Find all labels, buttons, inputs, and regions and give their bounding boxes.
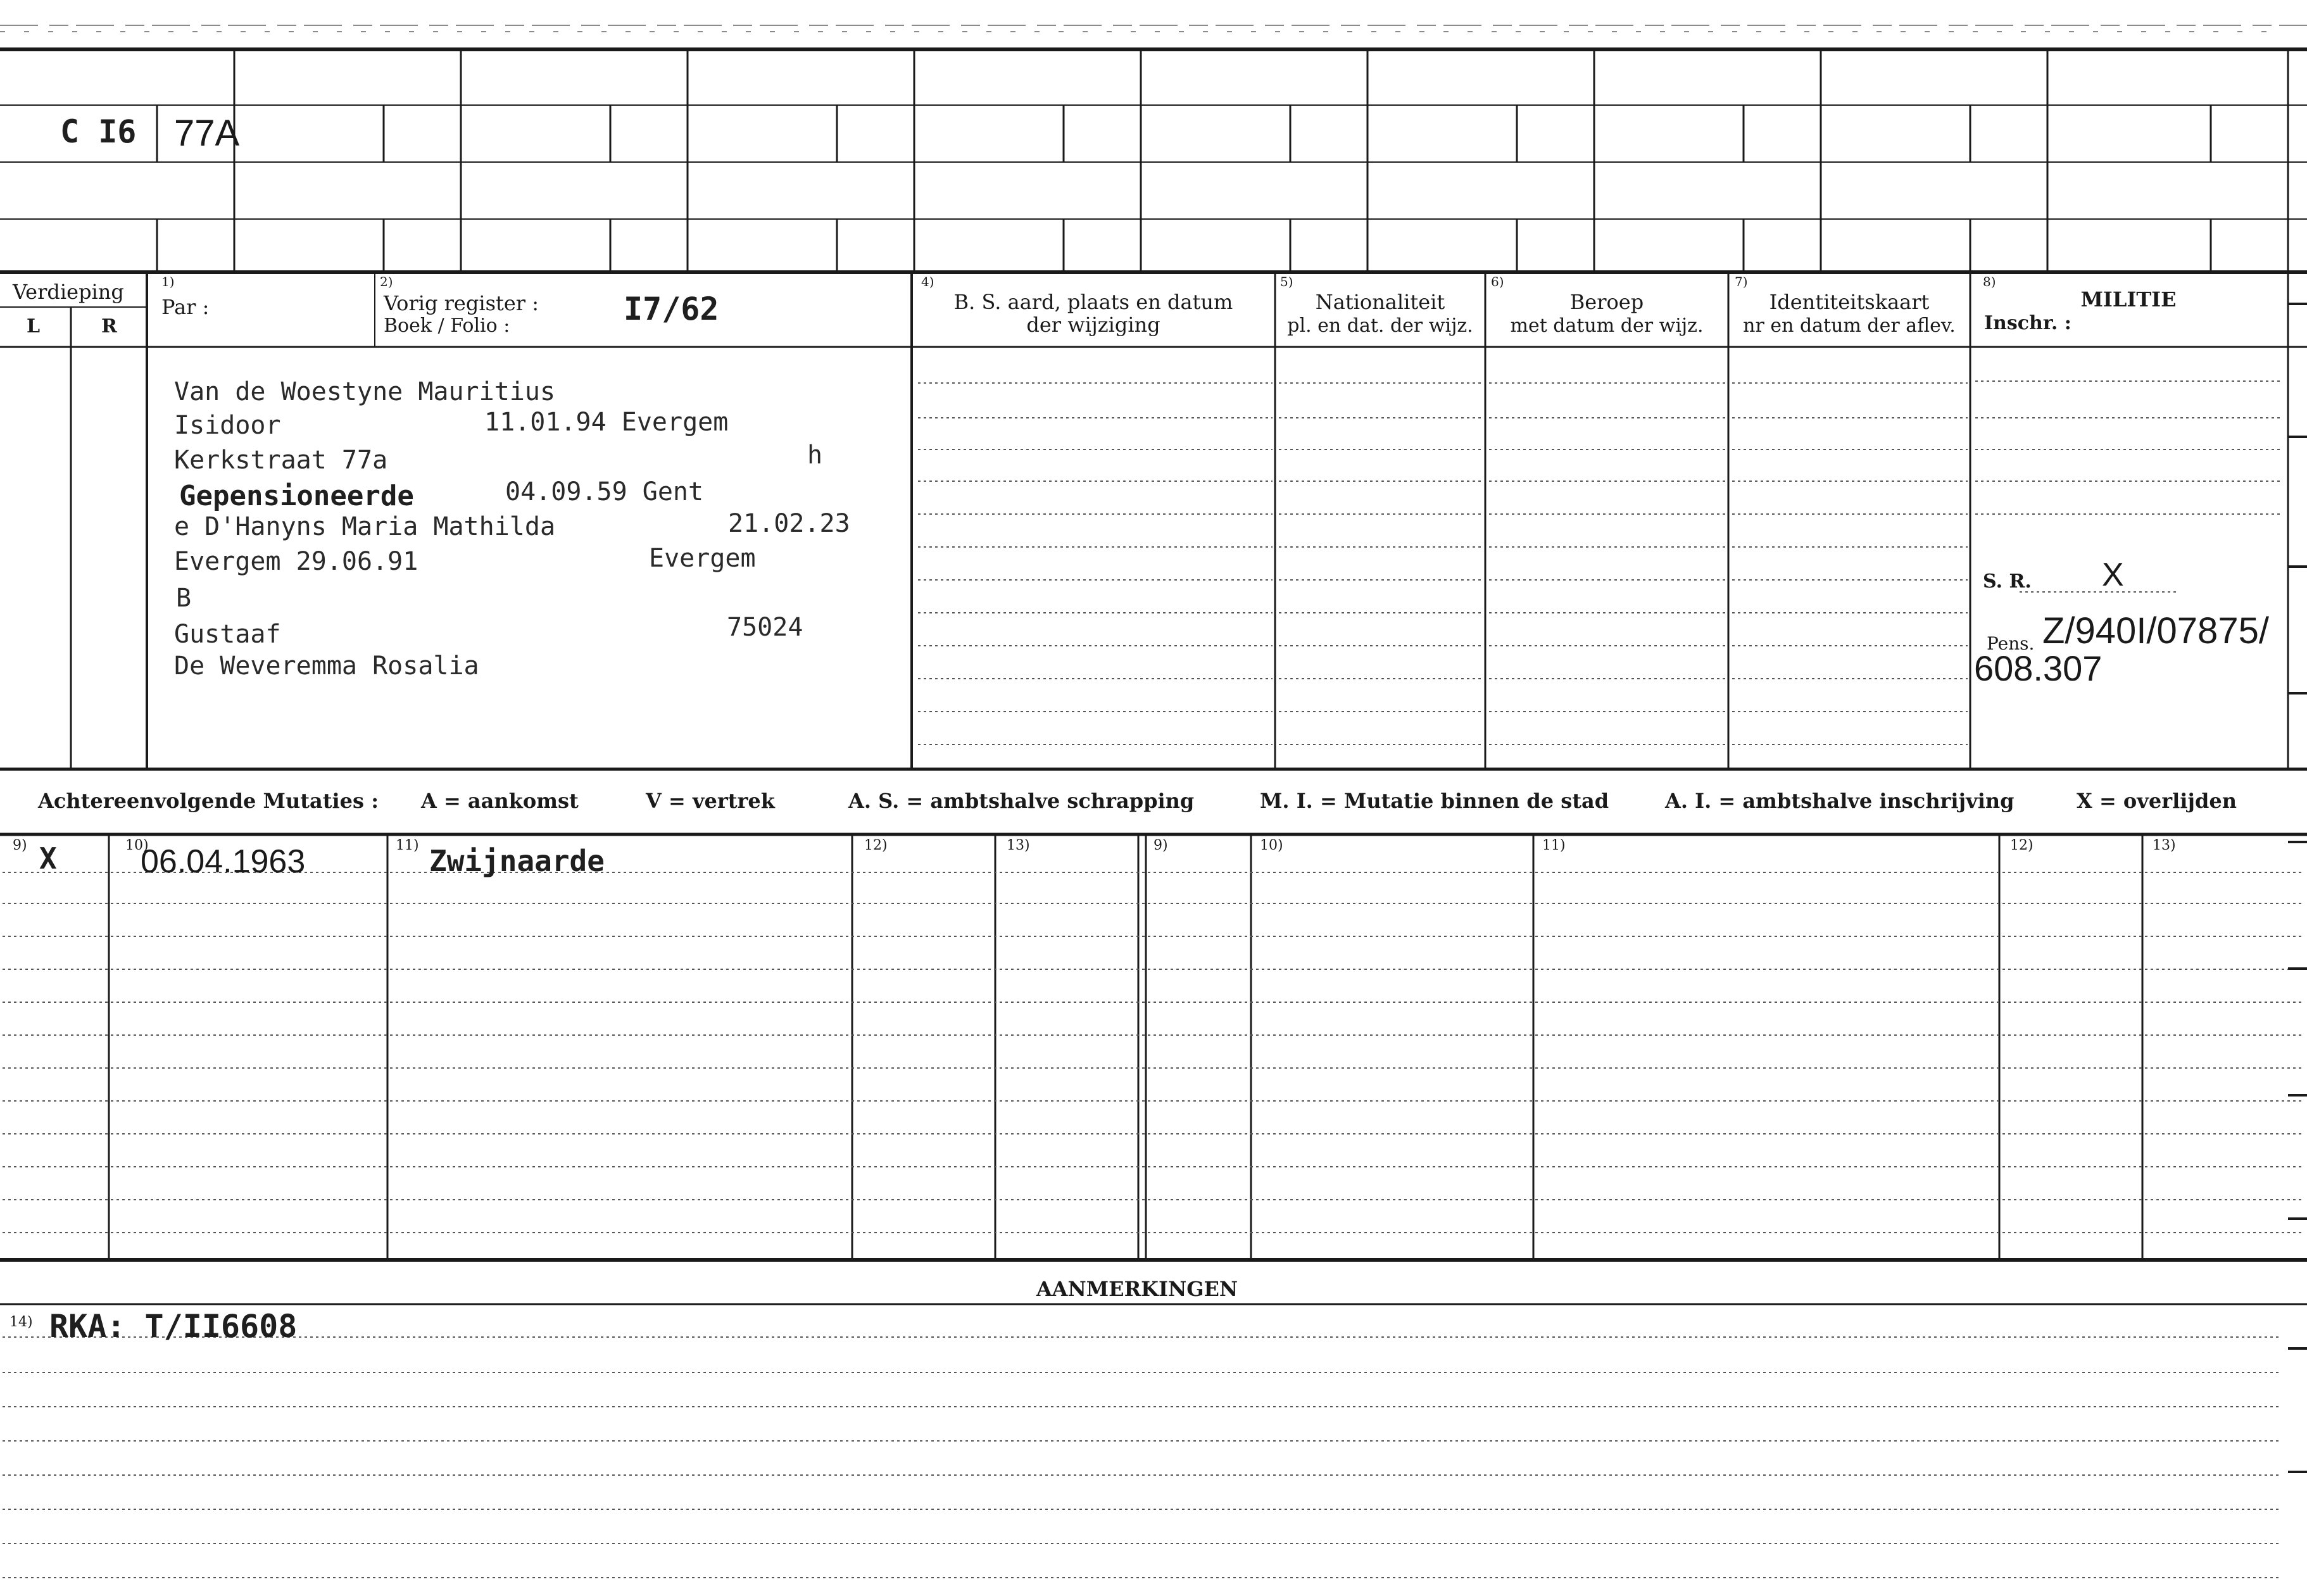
nat-number: 5): [1280, 274, 1293, 289]
inschr-label: Inschr. :: [1984, 312, 2071, 334]
header-grid: [0, 49, 2307, 272]
par-number: 1): [161, 274, 175, 289]
mutations-title: Achtereenvolgende Mutaties :: [38, 789, 379, 813]
remarks-title: AANMERKINGEN: [1036, 1277, 1238, 1301]
bs-number: 4): [921, 274, 934, 289]
mutation-place: Zwijnaarde: [429, 844, 605, 878]
mut-col-11b: 11): [1542, 838, 1566, 853]
legend-mutatie-stad: M. I. = Mutatie binnen de stad: [1260, 789, 1609, 813]
pens-value-line1: Z/940I/07875/: [2042, 610, 2269, 651]
militie-label: MILITIE: [2080, 287, 2177, 311]
mutation-date: 06.04.1963: [141, 843, 306, 880]
mut-col-11: 11): [396, 838, 419, 853]
person-line-2-extra: 11.01.94 Evergem: [484, 408, 729, 437]
remarks-number: 14): [9, 1314, 33, 1330]
person-line-5-extra: 21.02.23: [728, 509, 850, 538]
section-code: C I6: [60, 113, 137, 150]
par-label: Par :: [161, 295, 210, 319]
nat-label-line1: Nationaliteit: [1315, 290, 1445, 314]
mutations-grid: [0, 834, 2307, 1260]
person-line-9: De Weveremma Rosalia: [174, 651, 479, 681]
id-label-line1: Identiteitskaart: [1769, 290, 1930, 314]
legend-overlijden: X = overlijden: [2077, 789, 2237, 813]
person-line-1: Van de Woestyne Mauritius: [174, 377, 556, 406]
legend-ambtshalve-schrapping: A. S. = ambtshalve schrapping: [848, 789, 1195, 813]
pens-value-line2: 608.307: [1974, 648, 2103, 688]
mut-col-10: 10): [125, 838, 149, 853]
mutations-column-numbers: [13, 838, 2176, 853]
id-label-line2: nr en datum der aflev.: [1743, 315, 1956, 337]
record-ruling: [918, 381, 2283, 745]
verdieping-label: Verdieping: [13, 280, 124, 304]
boek-folio-label: Boek / Folio :: [384, 315, 510, 337]
person-line-7: B: [176, 584, 192, 613]
bs-label-line2: der wijziging: [1026, 313, 1160, 337]
house-number: 77A: [174, 113, 240, 154]
right-label: R: [101, 315, 117, 337]
beroep-number: 6): [1491, 274, 1504, 289]
legend-vertrek: V = vertrek: [646, 789, 775, 813]
mutations-legend: [37, 789, 2237, 813]
beroep-label-line2: met datum der wijz.: [1510, 315, 1704, 337]
remarks-dotted-ruling: [3, 1337, 2279, 1578]
legend-aankomst: A = aankomst: [421, 789, 579, 813]
bs-label-line1: B. S. aard, plaats en datum: [953, 290, 1233, 314]
left-label: L: [27, 315, 41, 337]
person-line-3: Kerkstraat 77a: [174, 446, 388, 475]
person-line-4: Gepensioneerde: [179, 480, 414, 512]
sr-value: X: [2102, 556, 2124, 593]
person-line-8: Gustaaf: [174, 620, 281, 649]
person-line-6-extra: Evergem: [649, 544, 756, 573]
beroep-label-line1: Beroep: [1569, 290, 1644, 314]
mut-col-9: 9): [13, 838, 27, 853]
pens-label: Pens.: [1987, 633, 2035, 654]
militie-number: 8): [1983, 274, 1996, 289]
remarks-value: RKA: T/II6608: [49, 1308, 298, 1345]
vorig-register-value: I7/62: [624, 291, 719, 327]
mut-col-10b: 10): [1260, 838, 1283, 853]
person-record: [174, 377, 850, 681]
mutation-type: X: [39, 841, 57, 876]
mut-col-9b: 9): [1154, 838, 1168, 853]
person-line-3-extra: h: [807, 441, 823, 470]
person-line-4-extra: 04.09.59 Gent: [505, 477, 704, 506]
mut-col-13: 13): [1007, 838, 1030, 853]
person-line-5: e D'Hanyns Maria Mathilda: [174, 512, 556, 541]
mut-col-12b: 12): [2010, 838, 2034, 853]
person-line-8-extra: 75024: [727, 613, 803, 642]
mut-col-13b: 13): [2153, 838, 2176, 853]
margin-ticks: [2288, 304, 2307, 1472]
legend-ambtshalve-inschrijving: A. I. = ambtshalve inschrijving: [1665, 789, 2015, 813]
vorig-number: 2): [380, 274, 393, 289]
scan-noise: [0, 25, 2307, 32]
person-line-6: Evergem 29.06.91: [174, 547, 418, 576]
vorig-register-label: Vorig register :: [384, 291, 539, 315]
person-line-2: Isidoor: [174, 411, 281, 440]
id-number: 7): [1735, 274, 1748, 289]
nat-label-line2: pl. en dat. der wijz.: [1287, 315, 1473, 337]
mutations-ruling: [3, 872, 2304, 1233]
mut-col-12: 12): [864, 838, 888, 853]
sr-label: S. R.: [1983, 570, 2032, 593]
